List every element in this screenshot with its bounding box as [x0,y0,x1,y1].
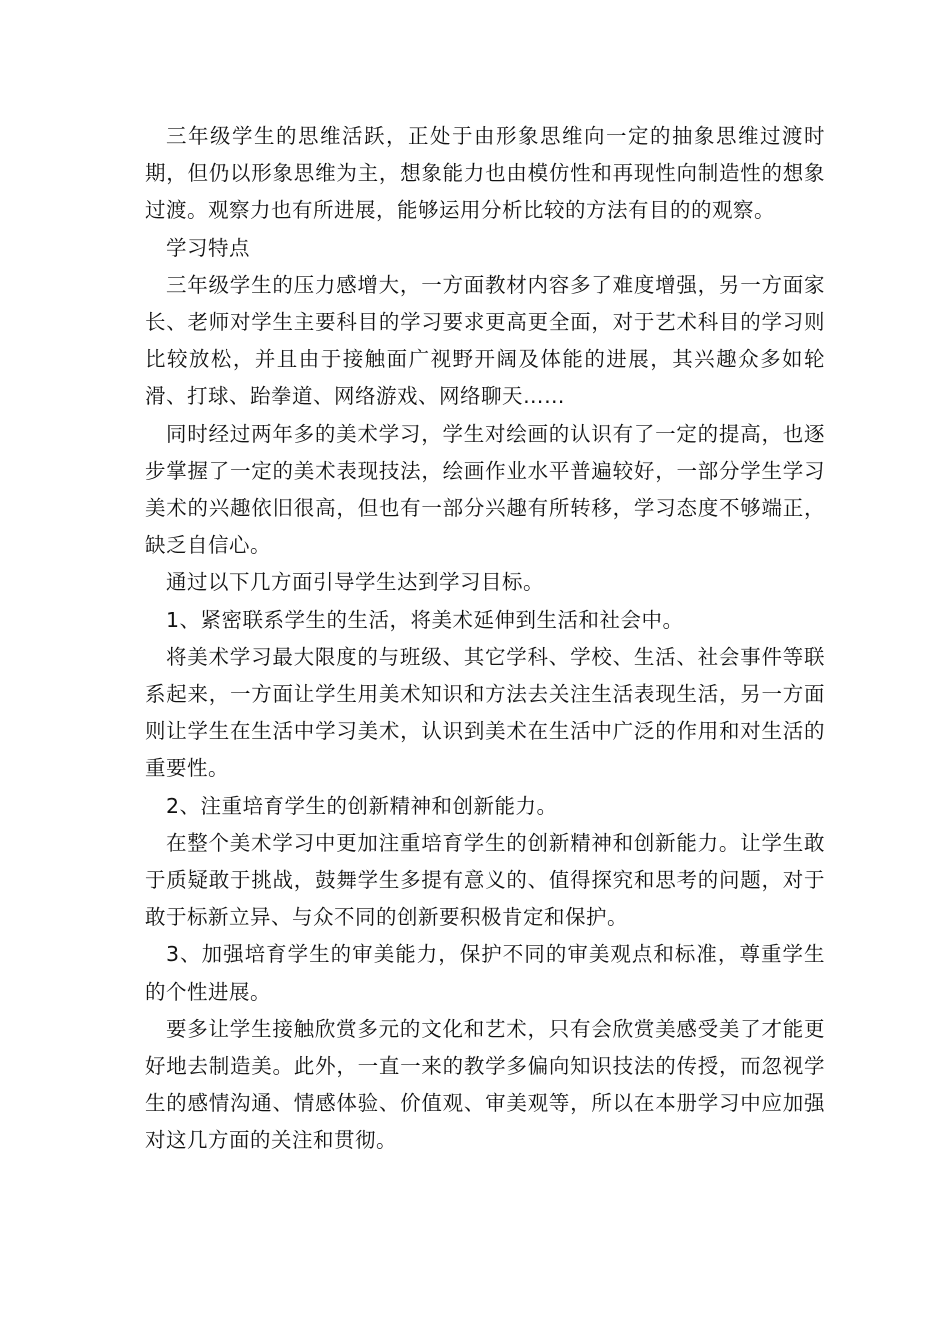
paragraph-item-2-detail: 在整个美术学习中更加注重培育学生的创新精神和创新能力。让学生敢于质疑敢于挑战，鼓舞学生多提有意义的、值得探究和思考的问题，对于敢于标新立异、与众不同的创新要积极肯定和保护。 [145,830,825,930]
document-body [145,118,825,1160]
paragraph-item-1-detail: 将美术学习最大限度的与班级、其它学科、学校、生活、社会事件等联系起来，一方面让学生用美术知识和方法去关注生活表现生活，另一方面则让学生在生活中学习美术，认识到美术在生活中广泛的作用和对生活的重要性。 [145,644,825,781]
list-item-2: 2、注重培育学生的创新精神和创新能力。 [166,793,558,818]
heading-learning-features: 学习特点 [166,235,250,260]
paragraph-item-3-detail: 要多让学生接触欣赏多元的文化和艺术，只有会欣赏美感受美了才能更好地去制造美。此外，一直一来的教学多偏向知识技法的传授，而忽视学生的感情沟通、情感体验、价值观、审美观等，所以在本册学习中应加强对这几方面的关注和贯彻。 [145,1016,825,1153]
paragraph-progress: 同时经过两年多的美术学习，学生对绘画的认识有了一定的提高，也逐步掌握了一定的美术表现技法，绘画作业水平普遍较好，一部分学生学习美术的兴趣依旧很高，但也有一部分兴趣有所转移，学习态度不够端正，缺乏自信心。 [145,421,825,558]
list-item-1: 1、紧密联系学生的生活，将美术延伸到生活和社会中。 [166,607,684,632]
paragraph-thinking: 三年级学生的思维活跃，正处于由形象思维向一定的抽象思维过渡时期，但仍以形象思维为主，想象能力也由模仿性和再现性向制造性的想象过渡。观察力也有所进展，能够运用分析比较的方法有目的的观察。 [145,124,825,223]
list-item-3: 3、加强培育学生的审美能力，保护不同的审美观点和标准，尊重学生的个性进展。 [145,942,825,1004]
paragraph-pressure: 三年级学生的压力感增大，一方面教材内容多了难度增强，另一方面家长、老师对学生主要科目的学习要求更高更全面，对于艺术科目的学习则比较放松，并且由于接触面广视野开阔及体能的进展，其兴趣众多如轮滑、打球、跆拳道、网络游戏、网络聊天…… [145,272,825,409]
paragraph-guidance-intro: 通过以下几方面引导学生达到学习目标。 [166,570,544,595]
